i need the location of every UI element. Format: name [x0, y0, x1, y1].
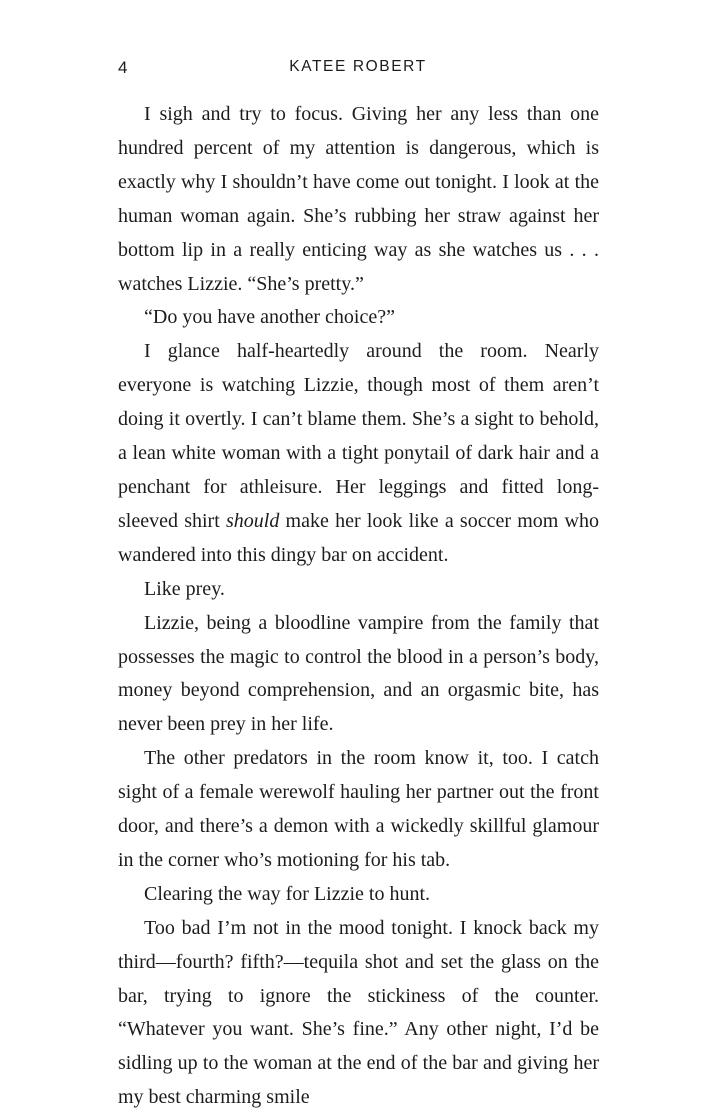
running-head [118, 58, 598, 84]
emphasis: should [225, 509, 280, 532]
page-number: 4 [118, 58, 128, 77]
body-text [118, 98, 599, 1115]
paragraph: Too bad I’m not in the mood tonight. I knock back my third—fourth? fifth?—tequila shot and set the glass on the bar, trying to ignore the stickiness of the counter. “Whatever you want. She’s fine.” Any other night, I’d be sidling up to the woman at the end of the bar and giving her my best charming smile [118, 916, 599, 1109]
paragraph: The other predators in the room know it, too. I catch sight of a female werewolf hauling her partner out the front door, and there’s a demon with a wickedly skillful glamour in the corner who’s motioning for his tab. [118, 747, 599, 871]
paragraph: Like prey. [144, 577, 225, 600]
paragraph: Clearing the way for Lizzie to hunt. [144, 882, 431, 905]
paragraph: “Do you have another choice?” [144, 306, 395, 329]
paragraph: I sigh and try to focus. Giving her any less than one hundred percent of my attention is dangerous, which is exactly why I shouldn’t have come out tonight. I look at the human woman again. She’s rubbing her straw against her bottom lip in a really enticing way as she watches us . . . watches Lizzie. “She’s pretty.” [118, 103, 599, 295]
paragraph: Lizzie, being a bloodline vampire from the family that possesses the magic to control the blood in a person’s body, money beyond comprehension, and an orgasmic bite, has never been prey in her life. [118, 611, 599, 736]
paragraph: I glance half-heartedly around the room. Nearly everyone is watching Lizzie, though most of them aren’t doing it overtly. I can’t blame them. She’s a sight to behold, a lean white woman with a tight ponytail of dark hair and a penchant for athleisure. Her leggings and fitted long-sleeved shirt should make her look like a soccer mom who wandered into this dingy bar on accident. [118, 340, 600, 566]
author-name: KATEE ROBERT [289, 58, 427, 75]
